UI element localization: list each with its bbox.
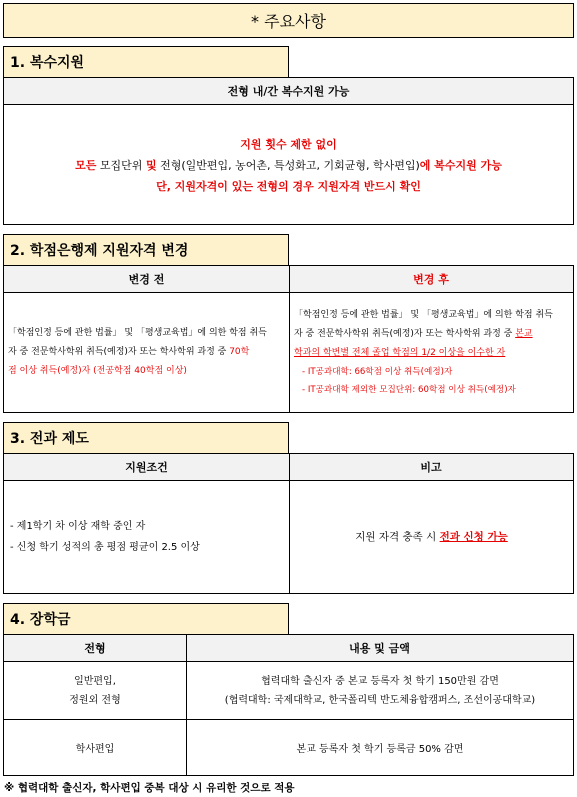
section-1-body <box>4 105 573 225</box>
before-line-1: 「학점인정 등에 관한 법률」 및 「평생교육법」에 의한 학점 취득 <box>8 327 267 338</box>
s1-line2-b: 모집단위 <box>96 158 146 172</box>
after-line-5: - IT공과대학 제외한 모집단위: 60학점 이상 취득(예정)자 <box>302 384 516 395</box>
after-cell <box>294 292 573 412</box>
row-2-content-text: 본교 등록자 첫 학기 등록금 50% 감면 <box>296 744 464 755</box>
note-text <box>355 529 508 544</box>
s1-line2-e: 에 복수지원 가능 <box>419 158 502 172</box>
section-3-heading <box>3 422 289 453</box>
after-text <box>294 306 573 399</box>
page-title-text: * 주요사항 <box>251 12 326 31</box>
condition-cell <box>10 480 286 593</box>
s1-line2-a: 모든 <box>75 158 97 172</box>
row-1-content-line-2: (협력대학: 국제대학교, 한국폴리텍 반도체융합캠퍼스, 조선이공대학교) <box>224 694 536 706</box>
before-line-2a: 자 중 전문학사학위 취득(예정)자 또는 학사학위 과정 중 <box>8 346 230 357</box>
row-1-type-line-2: 정원외 전형 <box>69 694 121 706</box>
before-line-2 <box>8 343 286 362</box>
s1-line2 <box>75 155 502 176</box>
section-3-panel <box>3 453 574 594</box>
row-1-type <box>4 662 186 719</box>
section-1-panel <box>3 77 574 225</box>
before-text <box>8 324 286 381</box>
note-text-b: 전과 신청 가능 <box>439 531 508 543</box>
after-line-2b: 본교 <box>515 328 533 339</box>
after-line-3: 학과의 학번별 전체 졸업 학점의 1/2 이상을 이수한 자 <box>294 347 506 358</box>
row-2-content <box>187 720 573 775</box>
s1-line1: 지원 횟수 제한 없이 <box>240 137 337 151</box>
section-1-heading-text: 1. 복수지원 <box>10 55 85 71</box>
row-2-type-text: 학사편입 <box>75 744 115 755</box>
after-header: 변경 후 <box>413 273 449 286</box>
row-2-type <box>4 720 186 775</box>
section-1-heading <box>3 46 289 77</box>
row-1-content <box>187 662 573 719</box>
section-2-heading-text: 2. 학점은행제 지원자격 변경 <box>10 243 189 259</box>
after-line-2a: 자 중 전문학사학위 취득(예정)자 또는 학사학위 과정 중 <box>294 328 516 339</box>
note-header: 비고 <box>420 461 442 474</box>
section-4-header <box>4 635 573 662</box>
note-text-a: 지원 자격 충족 시 <box>355 531 440 543</box>
note-cell <box>290 480 573 593</box>
section-2-heading <box>3 234 289 265</box>
condition-header: 지원조건 <box>125 461 168 474</box>
page-title <box>3 3 574 38</box>
s1-line3: 단, 지원자격이 있는 전형의 경우 지원자격 반드시 확인 <box>156 179 421 193</box>
s1-line2-c: 및 <box>145 158 157 172</box>
condition-1: - 제1학기 차 이상 재학 중인 자 <box>10 520 146 532</box>
before-header: 변경 전 <box>128 273 165 286</box>
section-2-divider <box>289 266 290 412</box>
condition-2: - 신청 학기 성적의 총 평점 평균이 2.5 이상 <box>10 541 200 553</box>
row-1-type-line-1: 일반편입, <box>74 675 116 687</box>
section-4-panel <box>3 634 574 776</box>
row-1-content-line-1: 협력대학 출신자 중 본교 등록자 첫 학기 150만원 감면 <box>261 675 499 687</box>
after-line-2 <box>294 325 573 344</box>
section-4-heading <box>3 603 289 634</box>
after-line-1: 「학점인정 등에 관한 법률」 및 「평생교육법」에 의한 학점 취득 <box>294 309 553 320</box>
after-line-4: - IT공과대학: 66학점 이상 취득(예정)자 <box>302 366 453 377</box>
type-header: 전형 <box>84 642 106 655</box>
section-1-header <box>4 78 573 105</box>
section-3-heading-text: 3. 전과 제도 <box>10 431 89 447</box>
footnote: ※ 협력대학 출신자, 학사편입 중복 대상 시 유리한 것으로 적용 <box>4 782 295 794</box>
section-4-heading-text: 4. 장학금 <box>10 612 71 628</box>
before-line-2b: 70학 <box>229 346 250 357</box>
content-header: 내용 및 금액 <box>349 642 410 655</box>
section-2-panel <box>3 265 574 413</box>
before-cell <box>8 292 286 412</box>
s1-line2-d: 전형(일반편입, 농어촌, 특성화고, 기회균형, 학사편입) <box>156 158 420 172</box>
section-1-header-text: 전형 내/간 복수지원 가능 <box>227 85 350 98</box>
before-line-3: 점 이상 취득(예정)자 (전공학점 40학점 이상) <box>8 365 187 376</box>
